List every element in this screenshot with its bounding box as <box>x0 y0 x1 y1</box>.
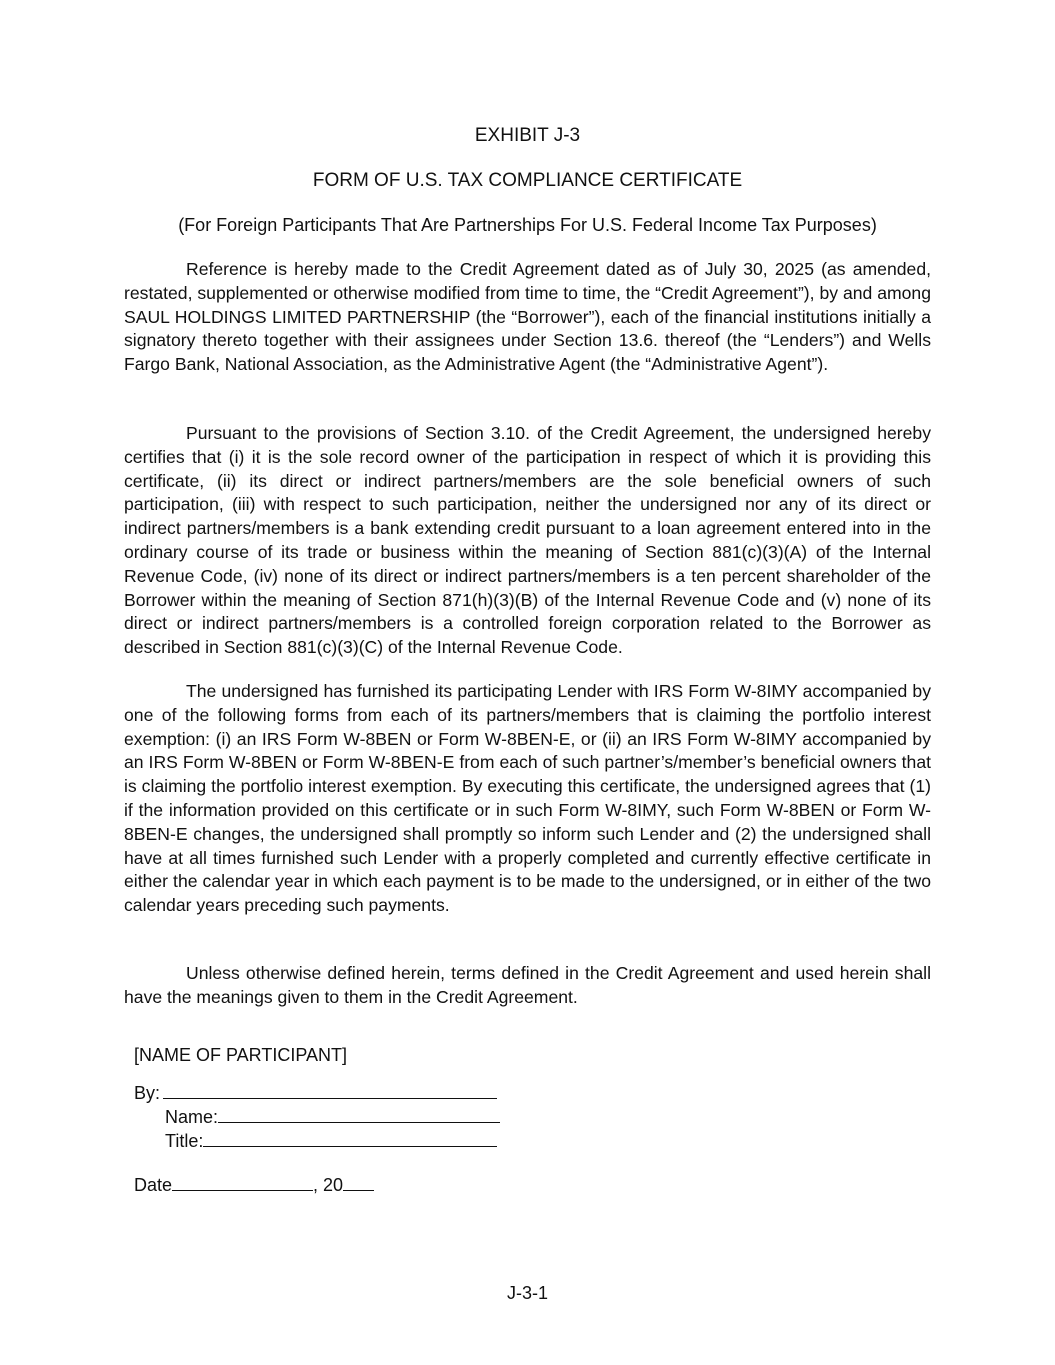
definitions-paragraph: Unless otherwise defined herein, terms defined in the Credit Agreement and used herein shall have the meanings given to them in the Credit Agreement. <box>124 963 931 1007</box>
page-number: J-3-1 <box>506 1283 548 1303</box>
title-label: Title: <box>165 1131 204 1151</box>
exhibit-heading: EXHIBIT J-3 <box>474 125 581 146</box>
by-signature-field[interactable] <box>163 1081 497 1099</box>
name-line <box>165 1105 500 1129</box>
title-line <box>165 1129 497 1153</box>
year-field[interactable] <box>343 1173 374 1191</box>
by-line <box>134 1081 497 1105</box>
date-label: Date <box>134 1175 173 1195</box>
date-line <box>134 1173 374 1197</box>
certification-paragraph: Pursuant to the provisions of Section 3.10. of the Credit Agreement, the undersigned hereby certifies that (i) it is the sole record owner of the participation in respect of which it is providing this certificate, (ii) its direct or indirect partners/members are the sole beneficial owners of such participation, (iii) with respect to such participation, neither the undersigned nor any of its direct or indirect partners/members is a bank extending credit pursuant to a loan agreement entered into in the ordinary course of its trade or business within the meaning of Section 881(c)(3)(A) of the Internal Revenue Code, (iv) none of its direct or indirect partners/members is a ten percent shareholder of the Borrower within the meaning of Section 871(h)(3)(B) of the Internal Revenue Code and (v) none of its direct or indirect partners/members is a controlled foreign corporation related to the Borrower as described in Section 881(c)(3)(C) of the Internal Revenue Code. <box>124 423 931 658</box>
name-field[interactable] <box>218 1105 500 1123</box>
reference-paragraph: Reference is hereby made to the Credit Agreement dated as of July 30, 2025 (as amended, restated, supplemented or otherwise modified from time to time, the “Credit Agreement”), by and among SAUL HOLDINGS LIMITED PARTNERSHIP (the “Borrower”), each of the financial institutions initially a signatory thereto together with their assignees under Section 13.6. thereof (the “Lenders”) and Wells Fargo Bank, National Association, as the Administrative Agent (the “Administrative Agent”). <box>124 259 931 375</box>
document-subtitle: (For Foreign Participants That Are Partnerships For U.S. Federal Income Tax Purposes) <box>178 215 877 235</box>
forms-paragraph: The undersigned has furnished its participating Lender with IRS Form W-8IMY accompanied by one of the following forms from each of its partners/members that is claiming the portfolio interest exemption: (i) an IRS Form W-8BEN or Form W-8BEN-E, or (ii) an IRS Form W-8IMY accompanied by an IRS Form W-8BEN or Form W-8BEN-E from each of such partner’s/member’s beneficial owners that is claiming the portfolio interest exemption. By executing this certificate, the undersigned agrees that (1) if the information provided on this certificate or in such Form W-8IMY, such Form W-8BEN or Form W-8BEN-E changes, the undersigned shall promptly so inform such Lender and (2) the undersigned shall have at all times furnished such Lender with a properly completed and currently effective certificate in either the calendar year in which each payment is to be made to the undersigned, or in either of the two calendar years preceding such payments. <box>124 681 931 916</box>
document-title: FORM OF U.S. TAX COMPLIANCE CERTIFICATE <box>312 170 743 191</box>
date-field[interactable] <box>172 1173 313 1191</box>
document-page <box>124 0 931 1365</box>
name-label: Name: <box>165 1107 219 1127</box>
title-field[interactable] <box>203 1129 497 1147</box>
participant-name-placeholder: [NAME OF PARTICIPANT] <box>134 1045 348 1065</box>
year-prefix: , 20 <box>313 1175 344 1195</box>
by-label: By: <box>134 1083 161 1103</box>
